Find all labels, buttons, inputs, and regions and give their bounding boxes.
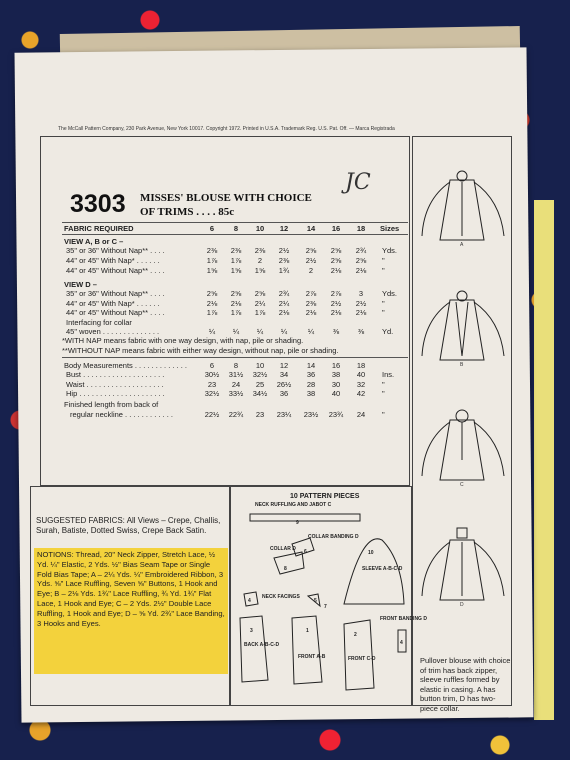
finished-unit: ": [382, 410, 385, 419]
piece-number-4b: 4: [400, 640, 403, 646]
copyright-line: The McCall Pattern Company, 230 Park Avenue, New York 10017. Copyright 1972. Printed in U.S.A. Trademark Reg. U.S. Pat. Off. — Marca Registrada: [58, 126, 395, 132]
view-abc-row-value: 2½: [278, 246, 290, 255]
view-d-row-desc: 45" woven . . . . . . . . . . . . . .: [66, 327, 160, 336]
fabric-required-header: FABRIC REQUIRED: [64, 224, 134, 233]
body-row-value: 36: [306, 370, 316, 379]
view-d-row-value: ¼: [256, 327, 264, 336]
view-abc-row-unit: Yds.: [382, 246, 398, 255]
view-d-row-value: 2⅝: [230, 289, 242, 298]
body-row-desc: Waist . . . . . . . . . . . . . . . . . . .: [66, 379, 164, 389]
suggested-fabrics: SUGGESTED FABRICS: All Views – Crepe, Challis, Surah, Batiste, Dotted Swiss, Crepe Back Satin.: [36, 516, 221, 535]
view-label-b: B: [460, 362, 464, 368]
view-d-row-value: 2½: [355, 298, 367, 308]
chart-rule: [62, 357, 408, 358]
view-abc-row-value: 2⅝: [330, 246, 342, 255]
body-row-value: 42: [356, 389, 366, 398]
view-d-row-value: 2⅛: [305, 308, 317, 317]
piece-label-neck-facings: NECK FACINGS: [262, 594, 300, 600]
body-row-value: 40: [356, 370, 366, 379]
size-col: 10: [255, 224, 265, 233]
view-abc-row-value: 2⅝: [330, 256, 342, 265]
piece-label-back: BACK A-B-C-D: [244, 642, 280, 648]
front-ab-piece: [292, 616, 322, 684]
piece-label-front-ab: FRONT A-B: [298, 654, 326, 660]
pattern-pieces-title: 10 PATTERN PIECES: [290, 493, 360, 500]
view-d-row-value: 1⅞: [206, 308, 218, 317]
body-size: 12: [279, 361, 289, 370]
body-row-value: 32½: [204, 389, 220, 398]
view-d-row-unit: ": [382, 298, 385, 308]
view-abc-row-value: 1⅝: [254, 266, 266, 275]
view-d-row-value: 2¼: [278, 298, 290, 308]
body-row-value: 38: [306, 389, 316, 398]
piece-label-sleeve: SLEEVE A-B-C-D: [362, 566, 403, 572]
sizes-label: Sizes: [380, 224, 400, 233]
nap-note-1: *WITH NAP means fabric with one way design, with nap, pile or shading.: [62, 336, 304, 345]
neck-facing-piece: [244, 592, 258, 606]
blouse-views-illustration: [414, 140, 510, 650]
body-row-value: 25: [255, 379, 265, 389]
body-row-desc: Hip . . . . . . . . . . . . . . . . . . . . .: [66, 389, 165, 398]
view-d-row-value: 2¼: [254, 298, 266, 308]
view-b-blouse: [422, 291, 504, 360]
finished-length-label: Finished length from back of: [64, 400, 159, 409]
body-row-value: 33½: [228, 389, 244, 398]
view-d-row-value: 3: [358, 289, 364, 298]
body-row-unit: ": [382, 389, 385, 398]
body-row-value: 26½: [276, 379, 292, 389]
finished-value: 23: [255, 410, 265, 419]
piece-label-collar-banding: COLLAR BANDING D: [308, 534, 359, 540]
body-size: 6: [209, 361, 215, 370]
piece-label-collar: COLLAR D: [270, 546, 296, 552]
body-row-value: 32: [356, 379, 366, 389]
view-a-blouse: [422, 171, 504, 240]
piece-number-2: 2: [354, 632, 357, 638]
nap-note-2: **WITHOUT NAP means fabric with either way design, without nap, pile or shading.: [62, 346, 339, 355]
view-d-row-value: 2⅛: [230, 298, 242, 308]
piece-number-4: 4: [248, 598, 251, 604]
chart-rule: [62, 234, 408, 235]
view-abc-row-unit: ": [382, 266, 385, 275]
view-d-row-unit: ": [382, 308, 385, 317]
body-row-value: 31½: [228, 370, 244, 379]
size-col: 12: [279, 224, 289, 233]
yellow-paper-edge: [534, 200, 554, 720]
view-abc-row-value: 1⅝: [230, 266, 242, 275]
piece-number-3: 3: [250, 628, 253, 634]
body-row-value: 28: [306, 379, 316, 389]
view-abc-row-value: 2⅝: [355, 256, 367, 265]
size-col: 14: [306, 224, 316, 233]
view-d-row-desc: 44" or 45" With Nap* . . . . . .: [66, 298, 160, 308]
view-abc-row-value: 2⅛: [355, 266, 367, 275]
piece-label-front-banding: FRONT BANDING D: [380, 616, 427, 622]
view-abc-row-value: 2⅛: [330, 266, 342, 275]
body-size: 14: [306, 361, 316, 370]
finished-value: 23¼: [276, 410, 292, 419]
view-d-row-value: 2⅛: [355, 308, 367, 317]
view-d-row-desc: 35" or 36" Without Nap** . . . .: [66, 289, 165, 298]
view-d-row-unit: Yd.: [382, 327, 394, 336]
piece-number-5: 5: [314, 598, 317, 604]
body-size: 16: [331, 361, 341, 370]
finished-value: 23¾: [328, 410, 344, 419]
body-row-value: 38: [331, 370, 341, 379]
view-d-row-value: 2½: [330, 298, 342, 308]
view-d-row-unit: Yds.: [382, 289, 398, 298]
body-measurements-label: Body Measurements . . . . . . . . . . . . .: [64, 361, 187, 370]
piece-number-10: 10: [368, 550, 374, 556]
finished-value: 24: [356, 410, 366, 419]
pattern-title-line2: OF TRIMS . . . . 85c: [140, 206, 235, 218]
body-row-unit: ": [382, 379, 385, 389]
size-col: 18: [356, 224, 366, 233]
view-d-row-desc: Interfacing for collar: [66, 317, 132, 327]
view-abc-row-value: 1¾: [278, 266, 290, 275]
view-d-row-value: ¼: [232, 327, 240, 336]
view-d-row-value: 2⅛: [278, 308, 290, 317]
body-row-value: 34½: [252, 389, 268, 398]
description-caption: Pullover blouse with choice of trim has back zipper, sleeve ruffles formed by elastic in casing. A has button trim, D has two-piece collar.: [420, 656, 511, 713]
body-row-desc: Bust . . . . . . . . . . . . . . . . . . . .: [66, 370, 165, 379]
view-d-row-value: 2¾: [278, 289, 290, 298]
view-label-a: A: [460, 242, 464, 248]
piece-number-8: 8: [284, 566, 287, 572]
handwritten-initials: JC: [345, 170, 371, 195]
view-abc-row-value: 2⅜: [254, 246, 266, 255]
pattern-number: 3303: [70, 190, 126, 218]
body-size: 18: [356, 361, 366, 370]
view-abc-row-value: 1⅝: [206, 266, 218, 275]
view-d-row-value: 2⅝: [254, 289, 266, 298]
body-row-value: 24: [231, 379, 241, 389]
view-label-c: C: [460, 482, 464, 488]
piece-label-front-cd: FRONT C-D: [348, 656, 376, 662]
body-row-value: 32½: [252, 370, 268, 379]
body-size: 10: [255, 361, 265, 370]
front-cd-piece: [344, 620, 374, 690]
view-d-row-value: ¼: [208, 327, 216, 336]
view-abc-row-value: 2: [308, 266, 314, 275]
view-abc-row-value: 2½: [305, 256, 317, 265]
body-row-value: 23: [207, 379, 217, 389]
view-d-label: VIEW D –: [64, 280, 97, 289]
view-d-row-value: 2⅜: [305, 298, 317, 308]
body-row-value: 40: [331, 389, 341, 398]
view-abc-row-desc: 44" or 45" Without Nap** . . . .: [66, 266, 165, 275]
body-row-value: 30½: [204, 370, 220, 379]
piece-number-9: 9: [296, 520, 299, 526]
back-piece: [240, 616, 268, 682]
finished-value: 22½: [204, 410, 220, 419]
body-row-value: 30: [331, 379, 341, 389]
pattern-title-line1: MISSES' BLOUSE WITH CHOICE: [140, 192, 312, 204]
view-d-row-value: 2⅛: [330, 308, 342, 317]
view-d-row-value: 2⅞: [330, 289, 342, 298]
view-d-row-desc: 44" or 45" Without Nap** . . . .: [66, 308, 165, 317]
view-abc-row-value: 2⅜: [230, 246, 242, 255]
view-d-row-value: 2⅝: [206, 289, 218, 298]
notions-text: NOTIONS: Thread, 20" Neck Zipper, Stretch Lace, ½ Yd. ¼" Elastic, 2 Yds. ½" Bias Seam Tape or Single Fold Bias Tape; A – 2¼ Yds. ¼" Embroidered Ribbon, 3 Yds. ⅝" Lace Ruffling, Seven ⅝" Buttons, 1 Hook and Eye; B – 2⅛ Yds. 1¾" Lace Ruffling, ¾ Yd. 1¾" Flat Lace, 1 Hook and Eye; C – 2 Yds. 2½" Double Lace Ruffling, 1 Hook and Eye; D – ⅝ Yd. 2¾" Lace Banding, 3 Hooks and Eyes.: [34, 548, 228, 674]
piece-label-neck-ruffling: NECK RUFFLING AND JABOT C: [255, 502, 332, 508]
view-c-blouse: [422, 410, 504, 480]
view-abc-row-value: 2⅜: [278, 256, 290, 265]
body-row-value: 34: [279, 370, 289, 379]
pattern-pieces-diagram: [232, 500, 410, 704]
body-row-unit: Ins.: [382, 370, 395, 379]
view-abc-row-value: 2¾: [355, 246, 367, 255]
piece-number-6: 6: [304, 549, 307, 555]
view-abc-row-desc: 44" or 45" With Nap* . . . . . .: [66, 256, 160, 265]
view-abc-row-unit: ": [382, 256, 385, 265]
neck-ruffling-piece: [250, 514, 360, 521]
view-d-row-value: 2⅞: [305, 289, 317, 298]
body-size: 8: [233, 361, 239, 370]
view-d-row-value: ⅜: [357, 327, 365, 336]
size-col: 16: [331, 224, 341, 233]
view-abc-row-value: 2⅜: [206, 246, 218, 255]
finished-value: 22¾: [228, 410, 244, 419]
view-abc-row-value: 1⅞: [206, 256, 218, 265]
view-d-row-value: ¼: [307, 327, 315, 336]
view-label-d: D: [460, 602, 464, 608]
view-d-row-value: ⅜: [332, 327, 340, 336]
view-abc-row-value: 2⅝: [305, 246, 317, 255]
finished-value: 23½: [303, 410, 319, 419]
view-d-row-value: ¼: [280, 327, 288, 336]
view-abc-row-desc: 35" or 36" Without Nap** . . . .: [66, 246, 165, 255]
view-d-row-value: 1⅞: [254, 308, 266, 317]
size-col: 6: [209, 224, 215, 233]
view-d-row-value: 1⅞: [230, 308, 242, 317]
view-d-row-value: 2⅛: [206, 298, 218, 308]
view-abc-row-value: 1⅞: [230, 256, 242, 265]
body-row-value: 36: [279, 389, 289, 398]
finished-length-label2: regular neckline . . . . . . . . . . . .: [70, 410, 173, 419]
size-col: 8: [233, 224, 239, 233]
view-abc-row-value: 2: [257, 256, 263, 265]
chart-rule: [62, 222, 408, 223]
view-abc-label: VIEW A, B or C –: [64, 237, 124, 246]
piece-number-1: 1: [306, 628, 309, 634]
piece-number-7: 7: [324, 604, 327, 610]
view-d-blouse: [422, 528, 504, 600]
